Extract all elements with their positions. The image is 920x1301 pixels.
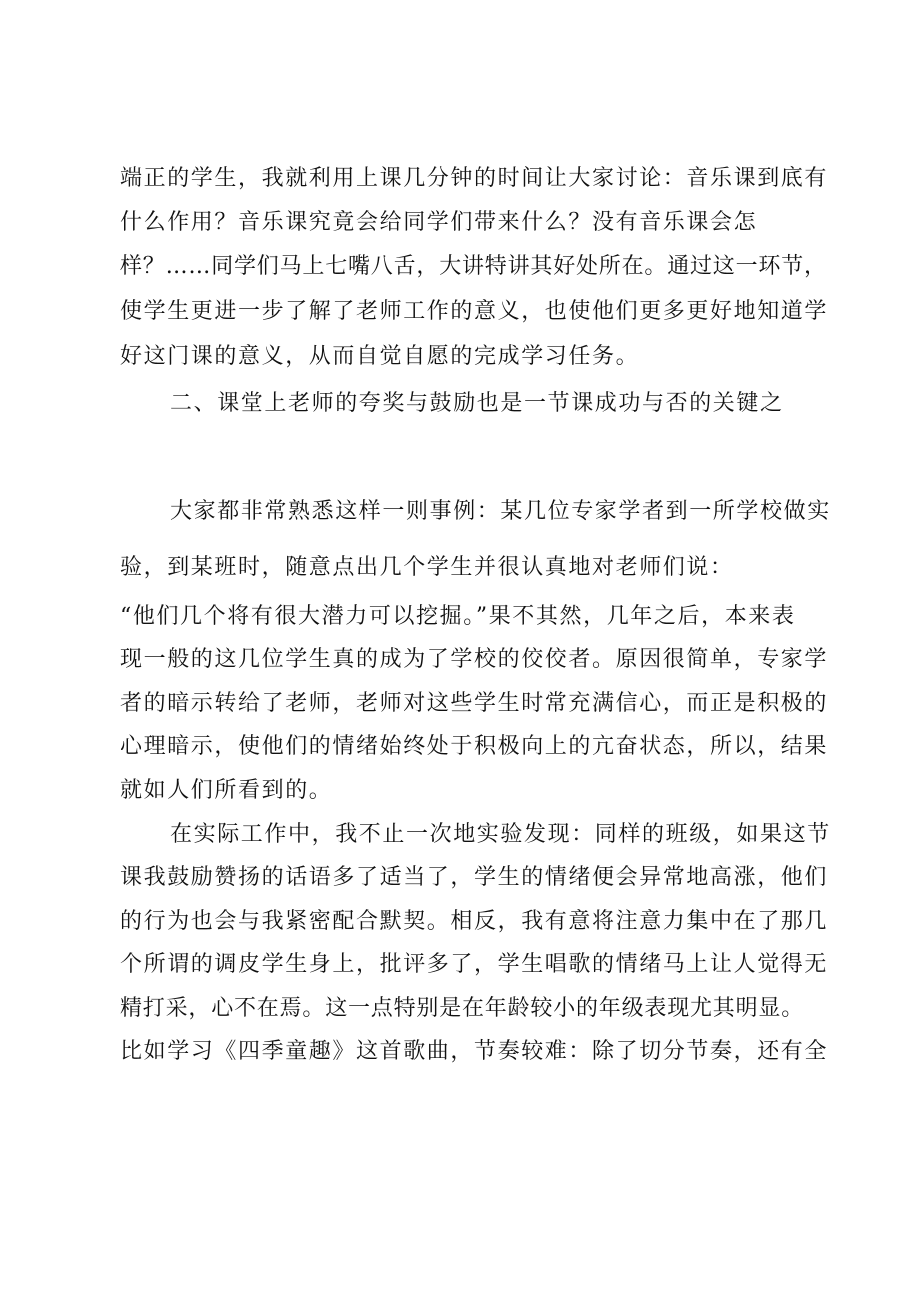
text-line: “他们几个将有很大潜力可以挖掘。”果不其然，几年之后，本来表	[120, 604, 796, 629]
text-line: 个所谓的调皮学生身上，批评多了，学生唱歌的情绪马上让人觉得无	[120, 952, 829, 977]
section-heading: 二、课堂上老师的夸奖与鼓励也是一节课成功与否的关键之	[170, 391, 784, 416]
text-line: 课我鼓励赞扬的话语多了适当了，学生的情绪便会异常地高涨，他们	[120, 865, 829, 890]
text-line: 什么作用？音乐课究竟会给同学们带来什么？没有音乐课会怎	[120, 210, 758, 235]
text-line: 者的暗示转给了老师，老师对这些学生时常充满信心，而正是积极的	[120, 691, 829, 716]
text-line: 好这门课的意义，从而自觉自愿的完成学习任务。	[120, 344, 640, 369]
text-line: 使学生更进一步了解了老师工作的意义，也使他们更多更好地知道学	[120, 299, 829, 324]
text-line: 比如学习《四季童趣》这首歌曲，节奏较难：除了切分节奏，还有全	[120, 1039, 829, 1064]
text-line: 样？……同学们马上七嘴八舌，大讲特讲其好处所在。通过这一环节，	[120, 254, 827, 279]
text-line: 就如人们所看到的。	[120, 778, 333, 803]
text-line: 验，到某班时，随意点出几个学生并很认真地对老师们说：	[120, 555, 734, 580]
text-line: 大家都非常熟悉这样一则事例：某几位专家学者到一所学校做实	[170, 499, 831, 524]
text-line: 在实际工作中，我不止一次地实验发现：同样的班级，如果这节	[170, 822, 831, 847]
text-line: 现一般的这几位学生真的成为了学校的佼佼者。原因很简单，专家学	[120, 647, 829, 672]
text-line: 端正的学生，我就利用上课几分钟的时间让大家讨论：音乐课到底有	[120, 166, 829, 191]
text-line: 的行为也会与我紧密配合默契。相反，我有意将注意力集中在了那几	[120, 909, 829, 934]
text-line: 精打采，心不在焉。这一点特别是在年龄较小的年级表现尤其明显。	[120, 996, 805, 1021]
text-line: 心理暗示，使他们的情绪始终处于积极向上的亢奋状态，所以，结果	[120, 734, 829, 759]
